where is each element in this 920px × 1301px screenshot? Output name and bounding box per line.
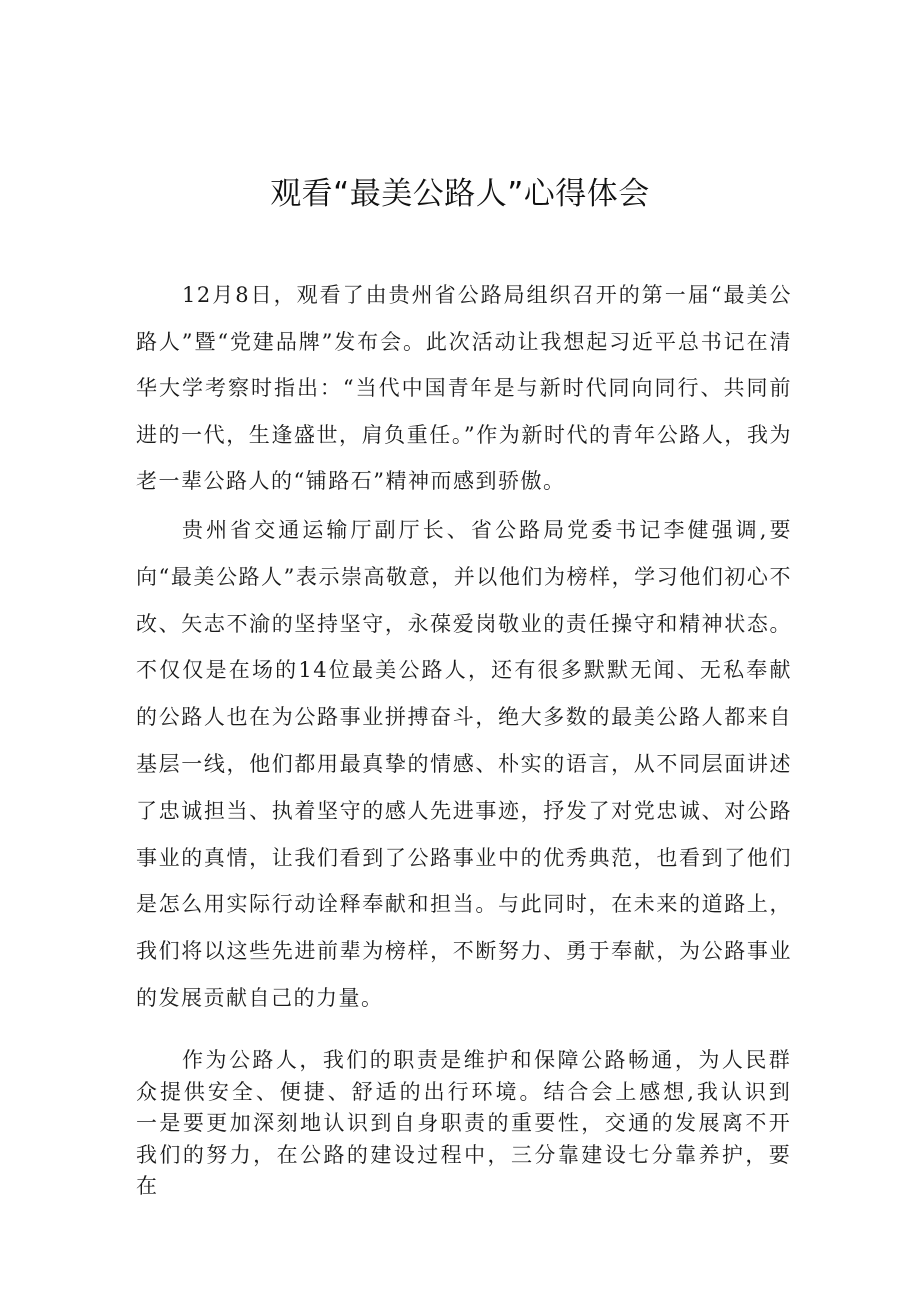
paragraph-3: 作为公路人，我们的职责是维护和保障公路畅通，为人民群众提供安全、便捷、舒适的出行环境。结合会上感想,我认识到一是要更加深刻地认识到自身职责的重要性，交通的发展离不开我们的努力，在公路的建设过程中，三分靠建设七分靠养护，要在 bbox=[136, 1048, 792, 1198]
paragraph-2: 贵州省交通运输厅副厅长、省公路局党委书记李健强调,要向“最美公路人”表示崇高敬意，并以他们为榜样，学习他们初心不改、矢志不渝的坚持坚守，永葆爱岗敬业的责任操守和精神状态。不仅仅是在场的14位最美公路人，还有很多默默无闻、无私奉献的公路人也在为公路事业拼搏奋斗，绝大多数的最美公路人都来自基层一线，他们都用最真挚的情感、朴实的语言，从不同层面讲述了忠诚担当、执着坚守的感人先进事迹，抒发了对党忠诚、对公路事业的真情，让我们看到了公路事业中的优秀典范，也看到了他们是怎么用实际行动诠释奉献和担当。与此同时，在未来的道路上，我们将以这些先进前辈为榜样，不断努力、勇于奉献，为公路事业的发展贡献自己的力量。 bbox=[136, 518, 792, 1010]
document-title: 观看“最美公路人”心得体会 bbox=[270, 176, 650, 212]
paragraph-1: 12月8日，观看了由贵州省公路局组织召开的第一届“最美公路人”暨“党建品牌”发布会。此次活动让我想起习近平总书记在清华大学考察时指出：“当代中国青年是与新时代同向同行、共同前进的一代，生逢盛世，肩负重任。”作为新时代的青年公路人，我为老一辈公路人的“铺路石”精神而感到骄傲。 bbox=[136, 283, 792, 493]
